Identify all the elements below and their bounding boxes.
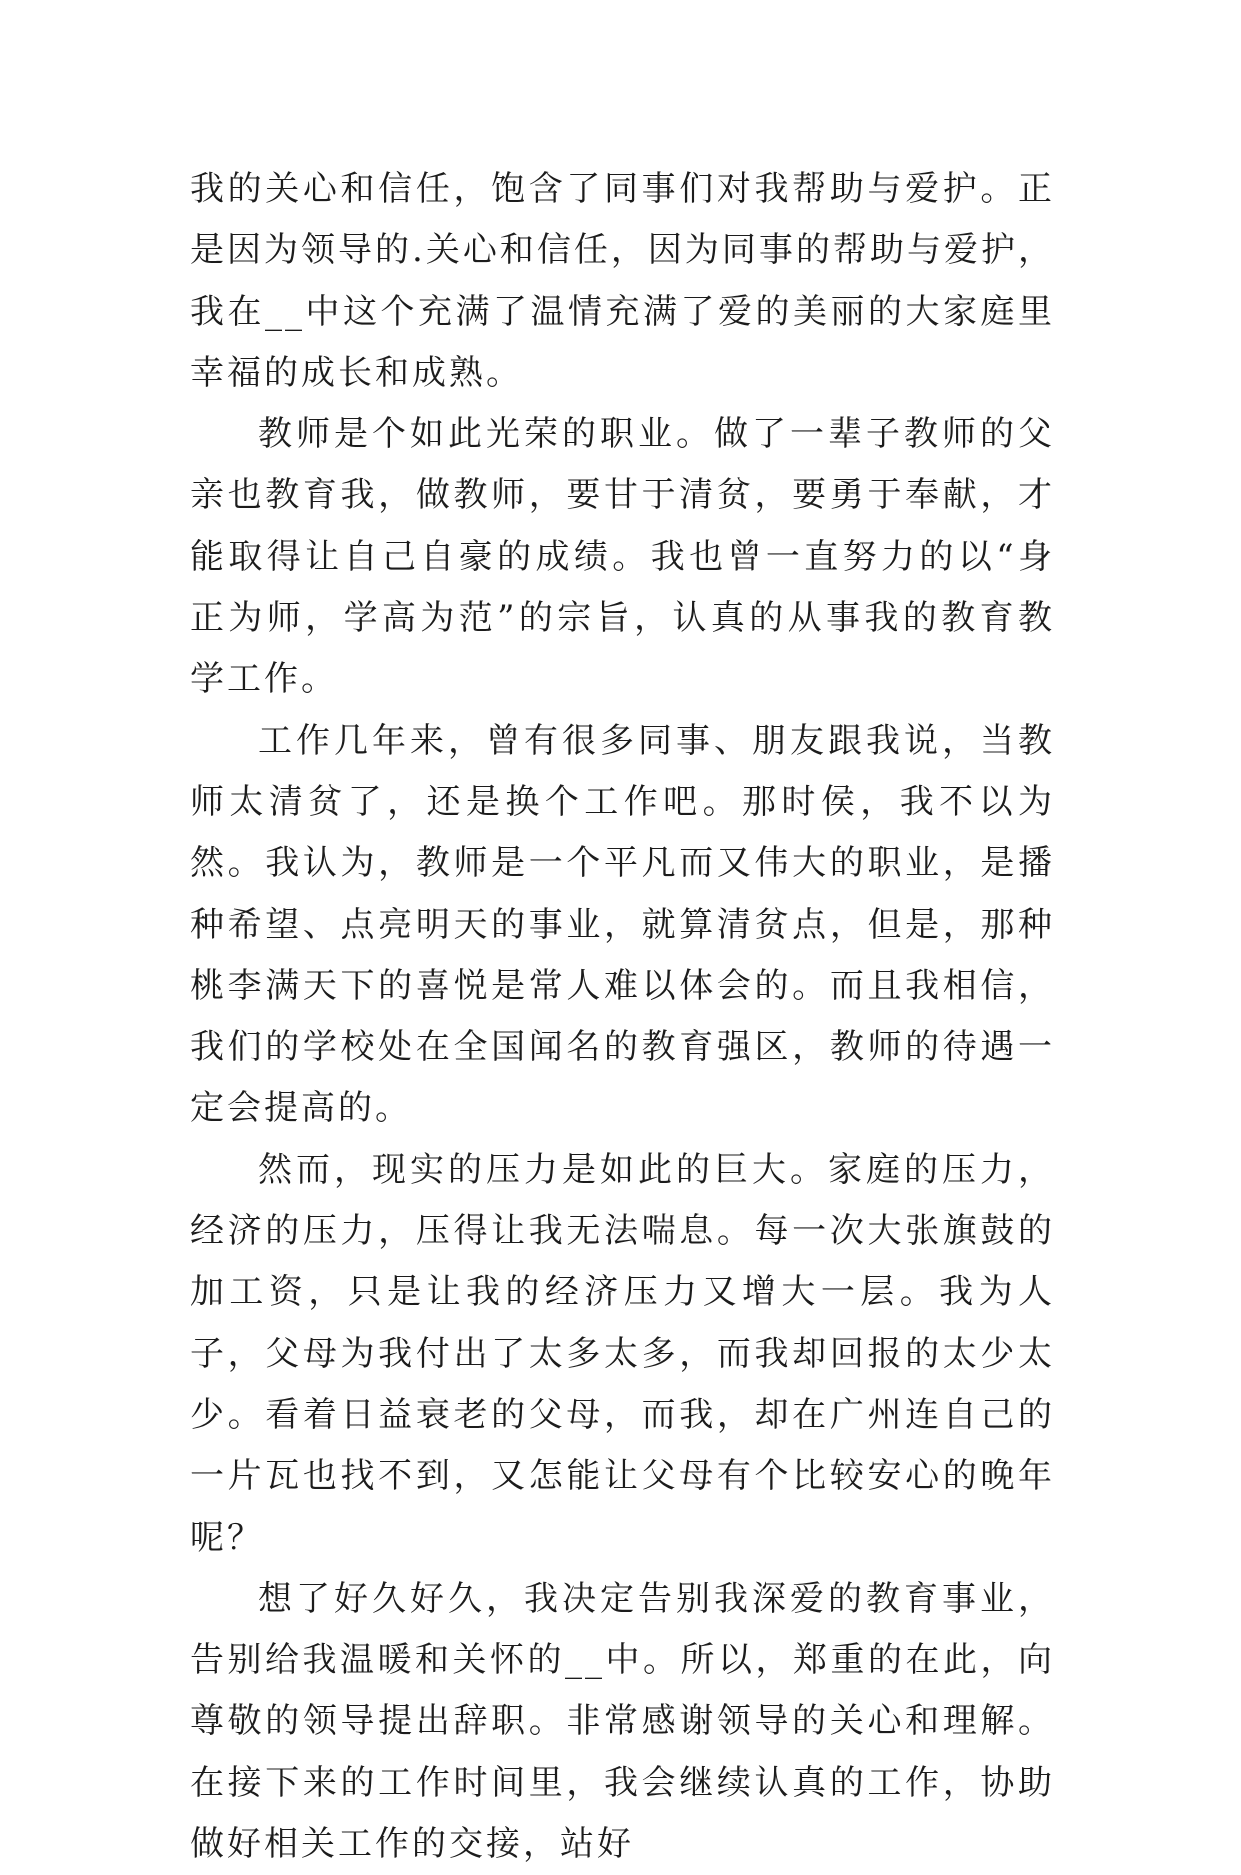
paragraph-1: 我的关心和信任，饱含了同事们对我帮助与爱护。正是因为领导的.关心和信任，因为同事的帮助与爱护，我在__中这个充满了温情充满了爱的美丽的大家庭里幸福的成长和成熟。 <box>190 169 1055 393</box>
paragraph-2: 教师是个如此光荣的职业。做了一辈子教师的父亲也教育我，做教师，要甘于清贫，要勇于奉献，才能取得让自己自豪的成绩。我也曾一直努力的以“身正为师，学高为范”的宗旨，认真的从事我的教育教学工作。 <box>190 414 1055 700</box>
paragraph-3: 工作几年来，曾有很多同事、朋友跟我说，当教师太清贫了，还是换个工作吧。那时侯，我不以为然。我认为，教师是一个平凡而又伟大的职业，是播种希望、点亮明天的事业，就算清贫点，但是，那种桃李满天下的喜悦是常人难以体会的。而且我相信，我们的学校处在全国闻名的教育强区，教师的待遇一定会提高的。 <box>190 720 1055 1129</box>
paragraph-4: 然而，现实的压力是如此的巨大。家庭的压力，经济的压力，压得让我无法喘息。每一次大张旗鼓的加工资，只是让我的经济压力又增大一层。我为人子，父母为我付出了太多太多，而我却回报的太少太少。看着日益衰老的父母，而我，却在广州连自己的一片瓦也找不到，又怎能让父母有个比较安心的晚年呢？ <box>190 1149 1055 1558</box>
document-body <box>190 159 1055 1875</box>
paragraph-5: 想了好久好久，我决定告别我深爱的教育事业，告别给我温暖和关怀的__中。所以，郑重的在此，向尊敬的领导提出辞职。非常感谢领导的关心和理解。在接下来的工作时间里，我会继续认真的工作，协助做好相关工作的交接，站好 <box>190 1578 1055 1865</box>
